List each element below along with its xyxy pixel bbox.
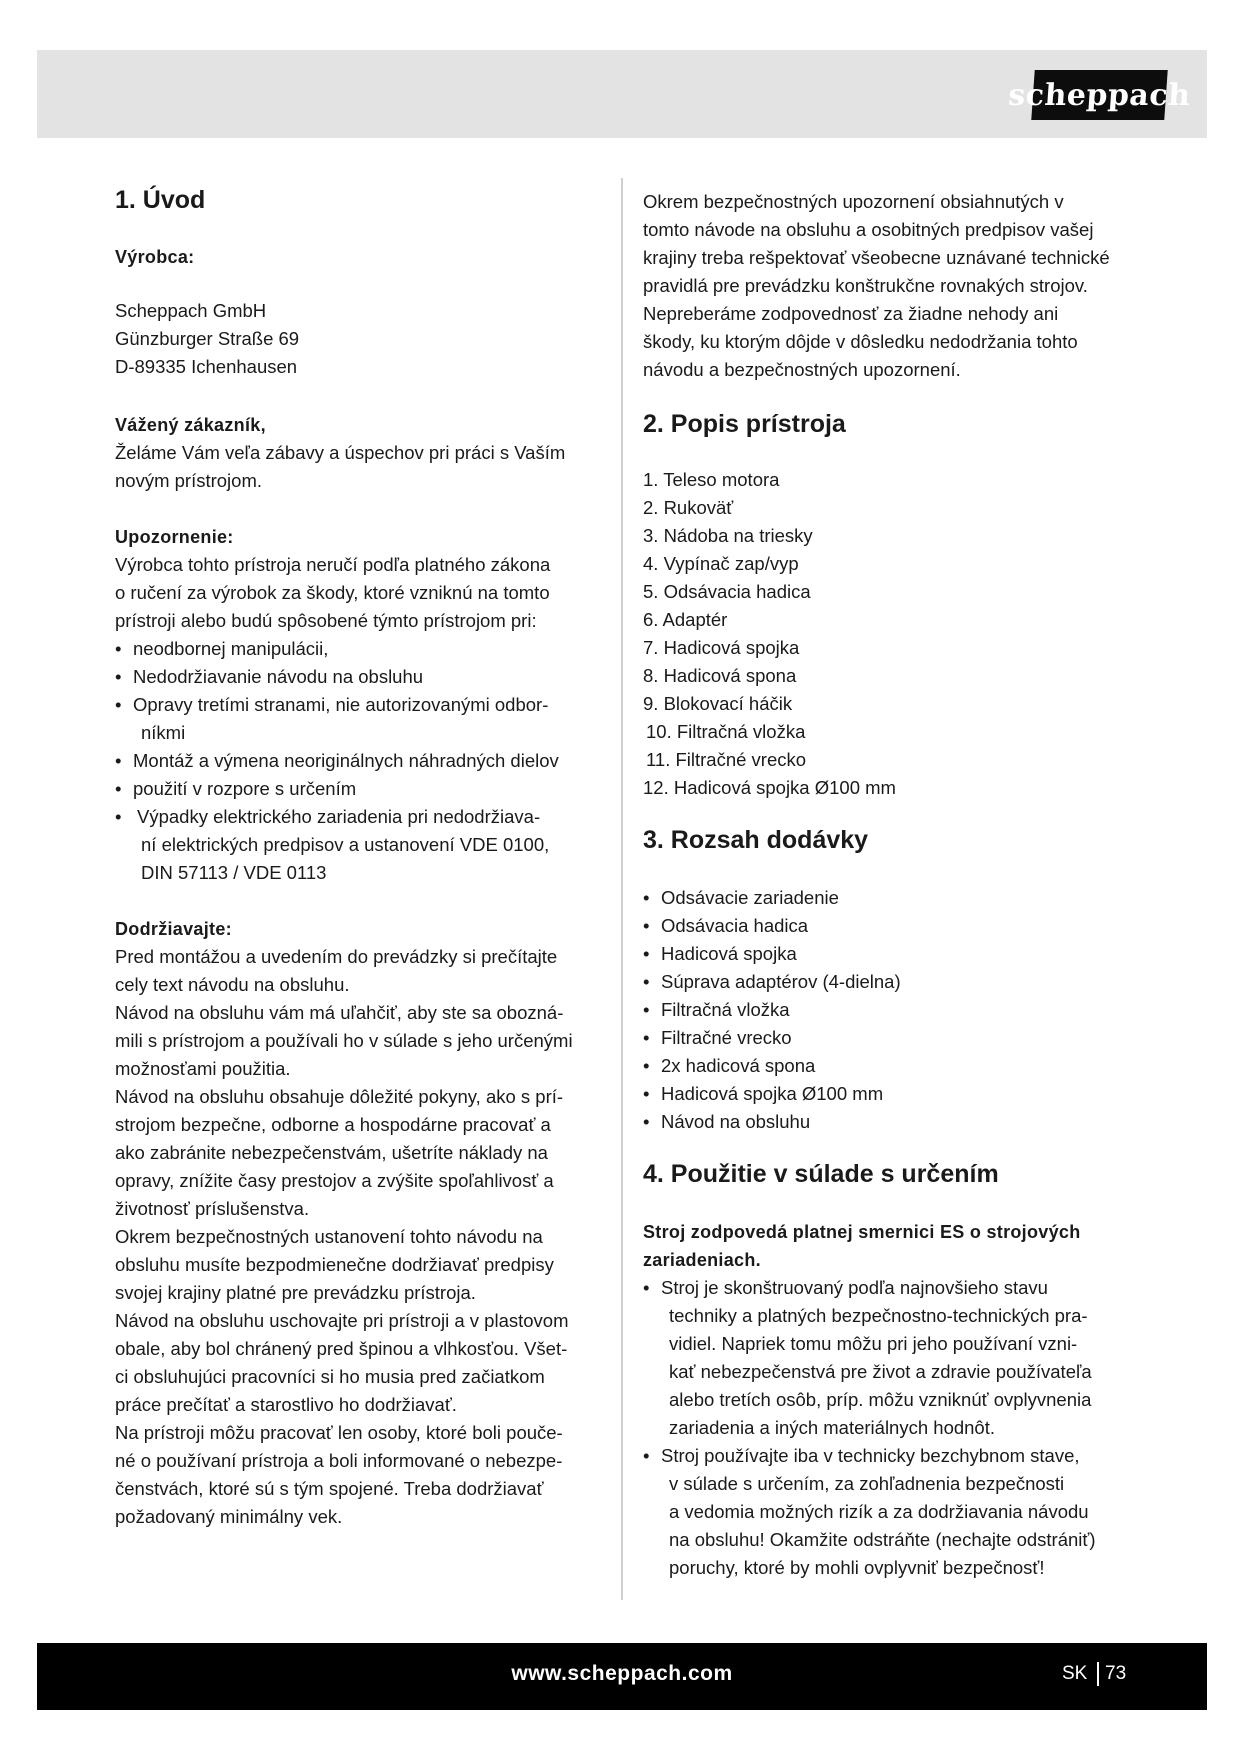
delivery-item: Hadicová spojka (661, 943, 797, 964)
delivery-item: Filtračné vrecko (661, 1027, 792, 1048)
list-item: Nedodržiavanie návodu na obsluhu (133, 666, 424, 687)
delivery-item: Odsávacia hadica (661, 915, 809, 936)
observe-text: cely text návodu na obsluhu. (115, 974, 350, 995)
intro-text: Nepreberáme zodpovednosť za žiadne nehody ani (643, 303, 1059, 324)
bullet-dot: • (643, 1111, 650, 1132)
observe-text: mili s prístrojom a používali ho v súlade s jeho určenými (115, 1030, 573, 1051)
notice-label: Upozornenie: (115, 527, 234, 547)
language-code: SK (1062, 1663, 1088, 1684)
observe-text: Návod na obsluhu uschovajte pri prístroji a v plastovom (115, 1310, 569, 1331)
bullet-dot: • (643, 999, 650, 1020)
bullet-dot: • (643, 887, 650, 908)
bullet-dot: • (115, 666, 122, 687)
intended-use-text: vidiel. Napriek tomu môžu pri jeho používaní vzni- (669, 1333, 1078, 1354)
manufacturer-label: Výrobca: (115, 247, 195, 267)
intro-text: krajiny treba rešpektovať všeobecne uznávané technické (643, 247, 1110, 268)
list-item: Výpadky elektrického zariadenia pri nedodržiava- (137, 806, 541, 827)
bullet-dot: • (115, 638, 122, 659)
list-item: níkmi (141, 722, 186, 743)
bullet-dot: • (115, 694, 122, 715)
part-item: 1. Teleso motora (643, 469, 780, 490)
part-item: 4. Vypínač zap/vyp (643, 553, 799, 574)
customer-text: Želáme Vám veľa zábavy a úspechov pri práci s Vaším (115, 442, 566, 463)
intended-use-text: alebo tretích osôb, príp. môžu vzniknúť ovplyvnenia (669, 1389, 1092, 1410)
intended-use-bold: zariadeniach. (643, 1250, 761, 1270)
bullet-dot: • (643, 915, 650, 936)
part-item: 10. Filtračná vložka (646, 721, 806, 742)
section-title-intro: 1. Úvod (115, 186, 206, 214)
part-item: 3. Nádoba na triesky (643, 525, 813, 546)
delivery-item: Filtračná vložka (661, 999, 790, 1020)
bullet-dot: • (643, 1027, 650, 1048)
page-number: 73 (1105, 1663, 1127, 1684)
part-item: 5. Odsávacia hadica (643, 581, 811, 602)
observe-text: práce prečítať a starostlivo ho dodržiavať. (115, 1394, 457, 1415)
observe-text: životnosť príslušenstva. (115, 1198, 310, 1219)
intro-text: pravidlá pre prevádzku konštrukčne rovnakých strojov. (643, 275, 1088, 296)
address-line: Günzburger Straße 69 (115, 328, 300, 349)
observe-text: ci obsluhujúci pracovníci si ho musia pred začiatkom (115, 1366, 545, 1387)
customer-label: Vážený zákazník, (115, 415, 266, 435)
list-item: ní elektrických predpisov a ustanovení VDE 0100, (141, 834, 550, 855)
footer-bar (37, 1643, 1207, 1710)
observe-text: obsluhu musíte bezpodmienečne dodržiavať predpisy (115, 1254, 554, 1275)
observe-text: svojej krajiny platné pre prevádzku prístroja. (115, 1282, 476, 1303)
observe-text: obale, aby bol chránený pred špinou a vlhkosťou. Všet- (115, 1338, 568, 1359)
intro-text: tomto návode na obsluhu a osobitných predpisov vašej (643, 219, 1094, 240)
intended-use-text: techniky a platných bezpečnostno-technických pra- (669, 1305, 1088, 1326)
observe-text: Návod na obsluhu obsahuje dôležité pokyny, ako s prí- (115, 1086, 564, 1107)
intended-use-text: poruchy, ktoré by mohli ovplyvniť bezpečnosť! (669, 1557, 1045, 1578)
intended-use-text: na obsluhu! Okamžite odstráňte (nechajte odstrániť) (669, 1529, 1096, 1550)
bullet-dot: • (643, 943, 650, 964)
list-item: neodbornej manipulácii, (133, 638, 329, 659)
notice-text: prístroji alebo budú spôsobené týmto prístrojom pri: (115, 610, 537, 631)
list-item: Montáž a výmena neoriginálnych náhradných dielov (133, 750, 559, 771)
intended-use-text: v súlade s určením, za zohľadnenia bezpečnosti (669, 1473, 1065, 1494)
column-divider (621, 178, 623, 1600)
section-title-delivery: 3. Rozsah dodávky (643, 826, 869, 854)
delivery-item: Súprava adaptérov (4-dielna) (661, 971, 901, 992)
part-item: 11. Filtračné vrecko (646, 749, 807, 770)
observe-label: Dodržiavajte: (115, 919, 232, 939)
notice-text: o ručení za výrobok za škody, ktoré vzniknú na tomto (115, 582, 550, 603)
observe-text: strojom bezpečne, odborne a hospodárne pracovať a (115, 1114, 551, 1135)
section-title-intended-use: 4. Použitie v súlade s určením (643, 1160, 999, 1188)
part-item: 9. Blokovací háčik (643, 693, 793, 714)
list-item: Opravy tretími stranami, nie autorizovanými odbor- (133, 694, 549, 715)
customer-text: novým prístrojom. (115, 470, 263, 491)
list-item: DIN 57113 / VDE 0113 (141, 862, 327, 883)
delivery-item: Návod na obsluhu (661, 1111, 811, 1132)
bullet-dot: • (643, 1277, 650, 1298)
address-line: D-89335 Ichenhausen (115, 356, 298, 377)
scheppach-logo: scheppach (1031, 70, 1167, 120)
bullet-dot: • (643, 971, 650, 992)
notice-text: Výrobca tohto prístroja neručí podľa platného zákona (115, 554, 551, 575)
bullet-dot: • (643, 1083, 650, 1104)
part-item: 7. Hadicová spojka (643, 637, 800, 658)
part-item: 12. Hadicová spojka Ø100 mm (643, 777, 896, 798)
observe-text: Návod na obsluhu vám má uľahčiť, aby ste sa obozná- (115, 1002, 564, 1023)
observe-text: né o používaní prístroja a boli informované o nebezpe- (115, 1450, 563, 1471)
intended-use-text: Stroj je skonštruovaný podľa najnovšieho stavu (661, 1277, 1048, 1298)
observe-text: Na prístroji môžu pracovať len osoby, ktoré boli pouče- (115, 1422, 563, 1443)
part-item: 6. Adaptér (643, 609, 728, 630)
bullet-dot: • (643, 1055, 650, 1076)
observe-text: opravy, znížite časy prestojov a zvýšite spoľahlivosť a (115, 1170, 554, 1191)
intro-text: Okrem bezpečnostných upozornení obsiahnutých v (643, 191, 1064, 212)
observe-text: Okrem bezpečnostných ustanovení tohto návodu na (115, 1226, 543, 1247)
observe-text: možnosťami použitia. (115, 1058, 291, 1079)
intended-use-text: kať nebezpečenstvá pre život a zdravie používateľa (669, 1361, 1092, 1382)
observe-text: Pred montážou a uvedením do prevádzky si prečítajte (115, 946, 558, 967)
observe-text: čenstvách, ktoré sú s tým spojené. Treba dodržiavať (115, 1478, 544, 1499)
observe-text: požadovaný minimálny vek. (115, 1506, 343, 1527)
part-item: 2. Rukoväť (643, 497, 734, 518)
delivery-item: Odsávacie zariadenie (661, 887, 839, 908)
part-item: 8. Hadicová spona (643, 665, 797, 686)
delivery-item: 2x hadicová spona (661, 1055, 816, 1076)
intended-use-bold: Stroj zodpovedá platnej smernici ES o strojových (643, 1222, 1081, 1242)
intro-text: škody, ku ktorým dôjde v dôsledku nedodržania tohto (643, 331, 1078, 352)
intended-use-text: Stroj používajte iba v technicky bezchybnom stave, (661, 1445, 1080, 1466)
page-separator (1097, 1662, 1099, 1686)
intended-use-text: a vedomia možných rizík a za dodržiavania návodu (669, 1501, 1089, 1522)
bullet-dot: • (115, 778, 122, 799)
section-title-description: 2. Popis prístroja (643, 410, 846, 438)
bullet-dot: • (643, 1445, 650, 1466)
intended-use-text: zariadenia a iných materiálnych hodnôt. (669, 1417, 995, 1438)
bullet-dot: • (115, 806, 122, 827)
bullet-dot: • (115, 750, 122, 771)
address-line: Scheppach GmbH (115, 300, 267, 321)
delivery-item: Hadicová spojka Ø100 mm (661, 1083, 884, 1104)
intro-text: návodu a bezpečnostných upozornení. (643, 359, 961, 380)
website-link[interactable]: www.scheppach.com (511, 1662, 733, 1685)
list-item: použití v rozpore s určením (133, 778, 357, 799)
observe-text: ako zabránite nebezpečenstvám, ušetríte náklady na (115, 1142, 548, 1163)
